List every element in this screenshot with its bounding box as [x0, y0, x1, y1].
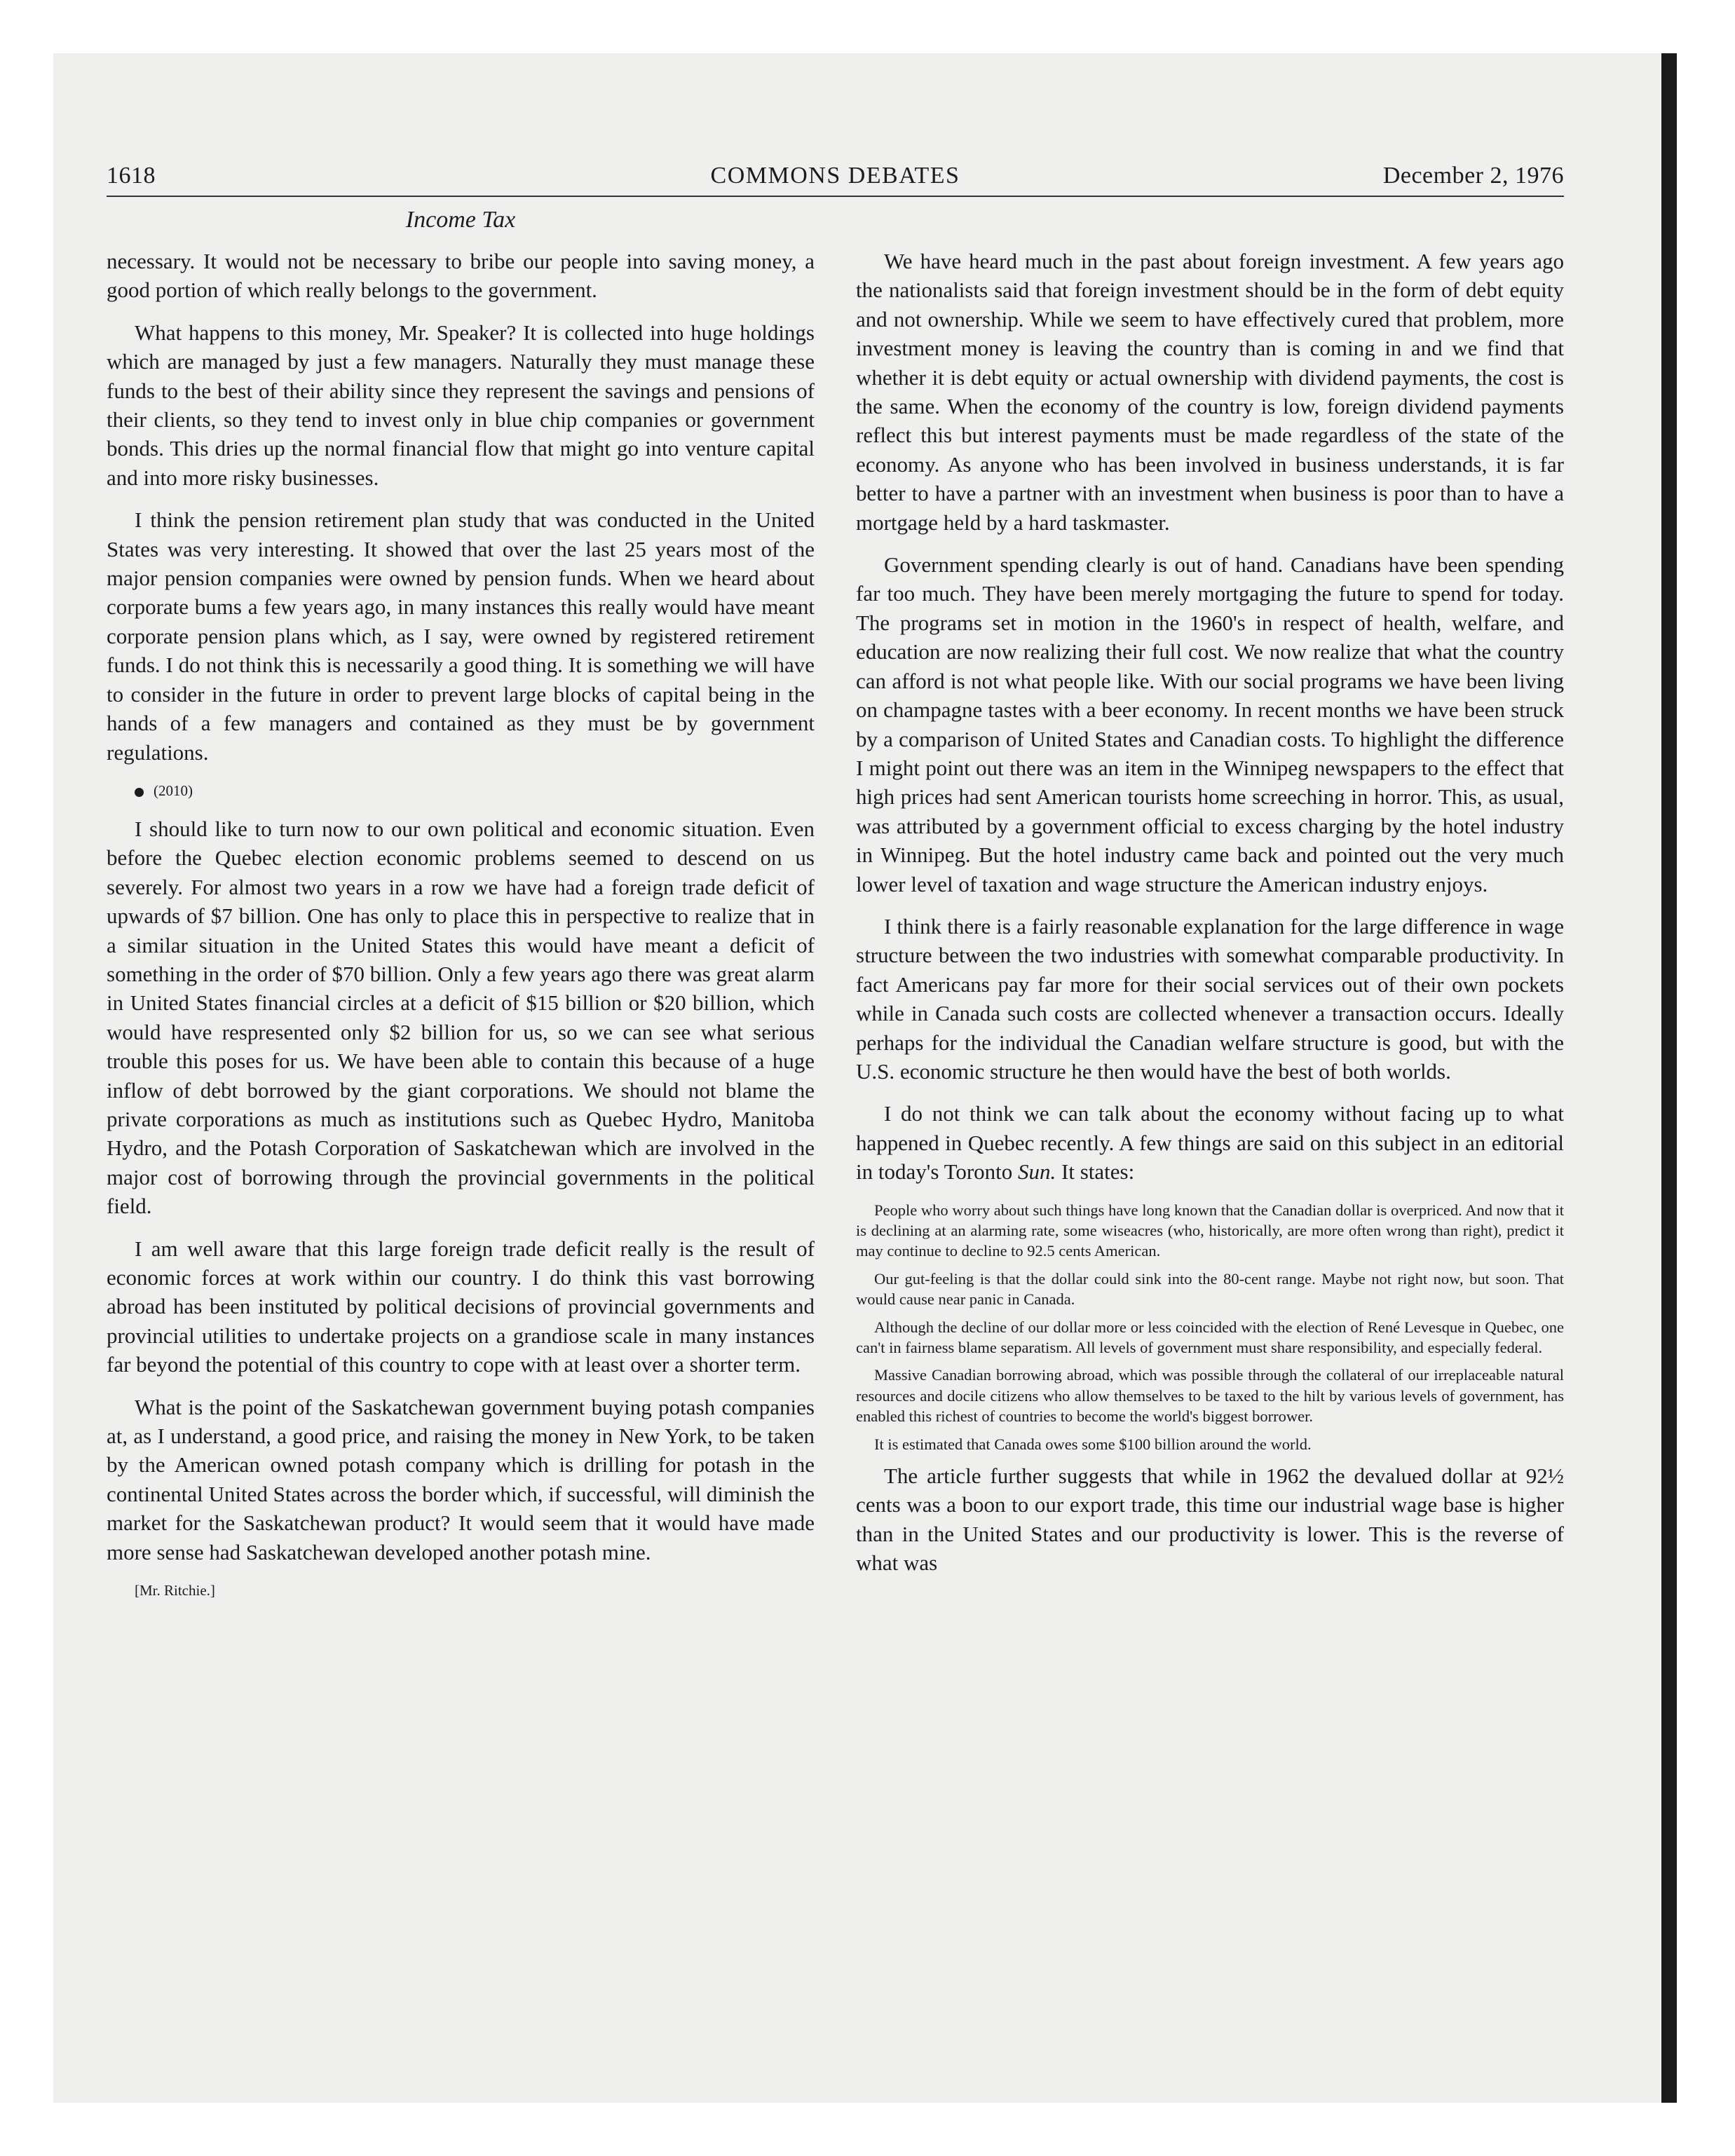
bullet-icon — [135, 788, 144, 797]
paragraph: What happens to this money, Mr. Speaker? It is collected into huge holdings which are managed by just a few managers. Naturally they must manage these funds to the best of their ability since they represent the savings and pensions of their clients, so they tend to invest only in blue chip companies or government bonds. This dries up the normal financial flow that might go into venture capital and into more risky businesses. — [107, 320, 815, 490]
quote-paragraph: People who worry about such things have long known that the Canadian dollar is overpriced. And now that it is declining at an alarming rate, some wiseacres (who, historically, are more often wrong than right), predict it may continue to decline to 92.5 cents American. — [856, 1201, 1564, 1260]
block-quote — [856, 1200, 1564, 1454]
quote-paragraph: Massive Canadian borrowing abroad, which was possible through the collateral of our irreplaceable natural resources and docile citizens who allow themselves to be taxed to the hilt by various levels of government, has enabled this richest of countries to become the world's biggest borrower. — [856, 1366, 1564, 1426]
timestamp-marker — [107, 780, 815, 801]
header-title: COMMONS DEBATES — [710, 163, 960, 189]
speaker-label: [Mr. Ritchie.] — [135, 1582, 215, 1599]
quote-paragraph: Although the decline of our dollar more or less coincided with the election of René Levesque in Quebec, one can't in fairness blame separatism. All levels of government must share responsibility, and especially federal. — [856, 1318, 1564, 1357]
paragraph: We have heard much in the past about foreign investment. A few years ago the nationalists said that foreign investment should be in the form of debt equity and not ownership. While we seem to have effectively cured that problem, more investment money is leaving the country than is coming in and we find that whether it is debt equity or actual ownership with dividend payments, the cost is the same. When the economy of the country is low, foreign dividend payments reflect this but interest payments must be made regardless of the state of the economy. As anyone who has been involved in business understands, it is far better to have a partner with an investment when business is poor than to have a mortgage held by a hard taskmaster. — [856, 249, 1564, 535]
section-title: Income Tax — [405, 207, 516, 233]
paragraph: necessary. It would not be necessary to bribe our people into saving money, a good portion of which really belongs to the government. — [107, 249, 815, 303]
quote-paragraph: Our gut-feeling is that the dollar could sink into the 80-cent range. Maybe not right now, but soon. That would cause near panic in Canada. — [856, 1269, 1564, 1309]
timestamp: (2010) — [154, 782, 193, 799]
paragraph-text: It states: — [1056, 1159, 1135, 1185]
left-column — [107, 247, 815, 1614]
paragraph: The article further suggests that while in 1962 the devalued dollar at 92½ cents was a boon to our export trade, this time our industrial wage base is higher than in the United States and our productivity is lower. This is the reverse of what was — [856, 1464, 1564, 1576]
running-header — [107, 163, 1564, 198]
right-column — [856, 247, 1564, 1591]
header-rule — [107, 196, 1564, 197]
paragraph: What is the point of the Saskatchewan government buying potash companies at, as I understand, a good price, and raising the money in New York, to be taken by the American owned potash company which is drilling for potash in the continental United States across the border which, if successful, will diminish the market for the Saskatchewan product? It would seem that it would have made more sense had Saskatchewan developed another potash mine. — [107, 1394, 815, 1564]
scan-edge — [1661, 53, 1677, 2103]
paragraph: Government spending clearly is out of hand. Canadians have been spending far too much. They have been merely mortgaging the future to spend for today. The programs set in motion in the 1960's in respect of health, welfare, and education are now realizing their full cost. We now realize that what the country can afford is not what people like. With our social programs we have been living on champagne tastes with a beer economy. In recent months we have been struck by a comparison of United States and Canadian costs. To highlight the difference I might point out there was an item in the Winnipeg newspapers to the effect that high prices had sent American tourists home screeching in horror. This, as usual, was attributed by a government official to excess charging by the hotel industry in Winnipeg. But the hotel industry came back and pointed out the very much lower level of taxation and wage structure the American industry enjoys. — [856, 552, 1564, 896]
quote-paragraph: It is estimated that Canada owes some $100 billion around the world. — [874, 1435, 1312, 1453]
paragraph: I think there is a fairly reasonable explanation for the large difference in wage structure between the two industries with somewhat comparable productivity. In fact Americans pay far more for their social services out of their own pockets while in Canada such costs are collected whenever a transaction occurs. Ideally perhaps for the individual the Canadian welfare structure is good, but with the U.S. economic structure he then would have the best of both worlds. — [856, 913, 1564, 1084]
paragraph — [856, 1099, 1564, 1186]
header-date: December 2, 1976 — [1382, 163, 1564, 189]
paragraph: I think the pension retirement plan study that was conducted in the United States was very interesting. It showed that over the last 25 years most of the major pension companies were owned by pension funds. When we heard about corporate bums a few years ago, in many instances this really would have meant corporate pension plans which, as I say, were owned by registered retirement funds. I do not think this is necessarily a good thing. It is something we will have to consider in the future in order to prevent large blocks of capital being in the hands of a few managers and contained as they must be by government regulations. — [107, 507, 815, 765]
newspaper-name: Sun. — [1018, 1159, 1056, 1185]
paragraph: I should like to turn now to our own political and economic situation. Even before the Quebec election economic problems seemed to descend on us severely. For almost two years in a row we have had a foreign trade deficit of upwards of $7 billion. One has only to place this in perspective to realize that in a similar situation in the United States this would have meant a deficit of something in the order of $70 billion. Only a few years ago there was great alarm in United States financial circles at a deficit of $15 billion or $20 billion, which would have respresented only $2 billion for us, so we can see what serious trouble this poses for us. We have been able to contain this because of a huge inflow of debt borrowed by the giant corporations. We should not blame the private corporations as much as institutions such as Quebec Hydro, Manitoba Hydro, and the Potash Corporation of Saskatchewan which are involved in the major cost of borrowing through the provincial governments in the political field. — [107, 816, 815, 1219]
paragraph: I am well aware that this large foreign trade deficit really is the result of economic forces at work within our country. I do think this vast borrowing abroad has been instituted by political decisions of provincial governments and provincial utilities to undertake projects on a grandiose scale in many instances far beyond the potential of this country to cope with at least over a shorter term. — [107, 1236, 815, 1377]
paragraph-text: I do not think we can talk about the economy without facing up to what happened in Quebec recently. A few things are said on this subject in an editorial in today's Toronto — [856, 1101, 1564, 1185]
page-number: 1618 — [107, 163, 156, 189]
